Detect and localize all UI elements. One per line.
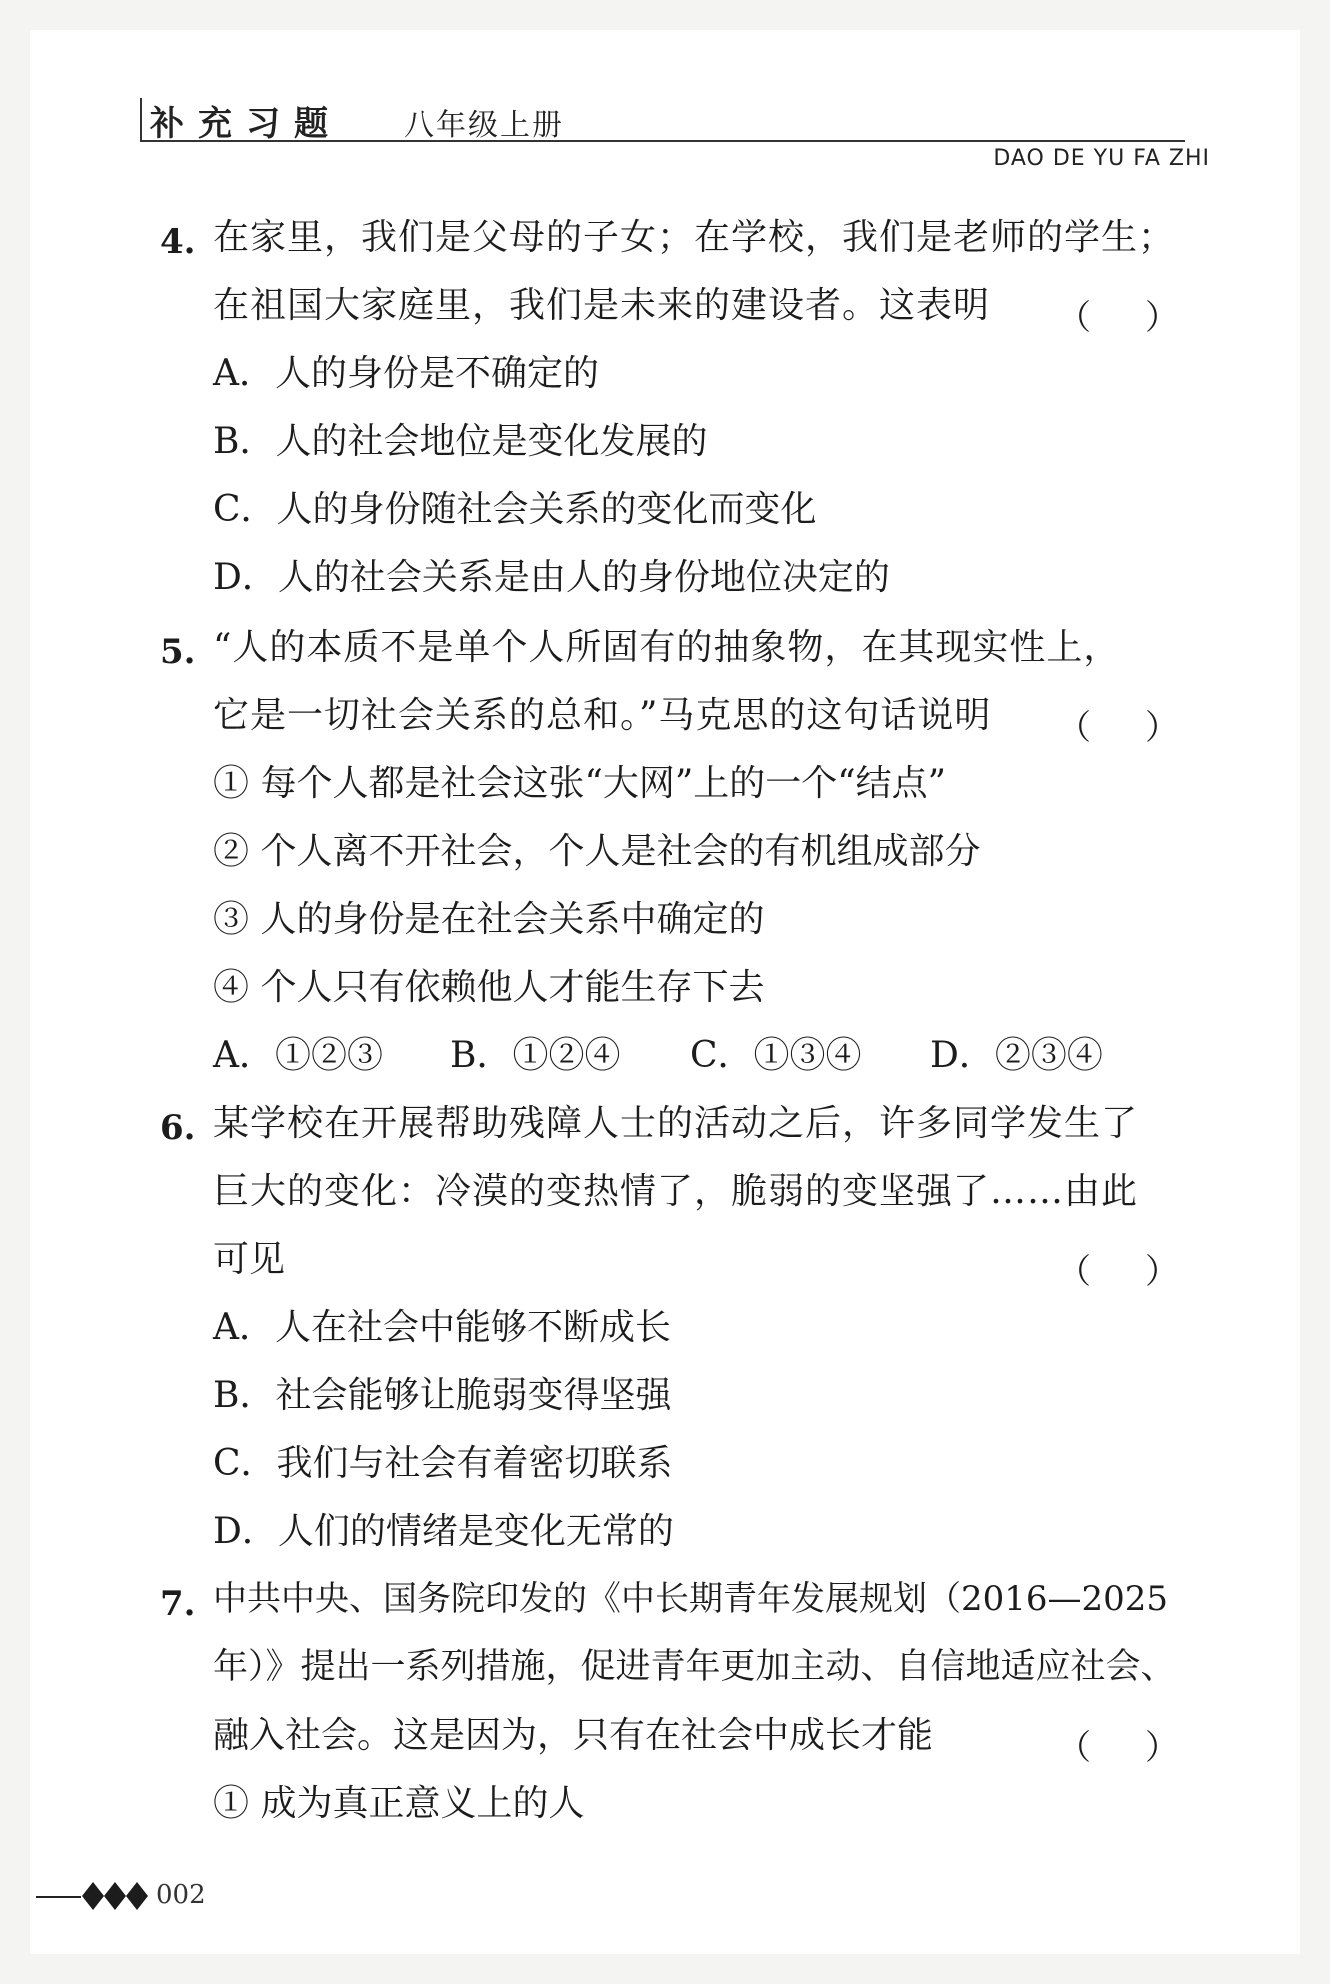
question-4-option-b: B．人的社会地位是变化发展的 [213, 421, 708, 462]
question-6-answer-blank: （ ） [1057, 1252, 1180, 1292]
question-5-statement-2: ② 个人离不开社会，个人是社会的有机组成部分 [213, 831, 981, 872]
question-4-answer-blank: （ ） [1057, 298, 1180, 338]
question-7-line-3: 融入社会。这是因为，只有在社会中成长才能 [213, 1715, 934, 1756]
question-6-number: 6. [160, 1108, 196, 1148]
question-5-answer-blank: （ ） [1057, 708, 1180, 748]
header-title: 补充习题 [150, 104, 342, 144]
question-6-option-b: B．社会能够让脆弱变得坚强 [213, 1375, 672, 1416]
question-5-choice-b: B．①②④ [450, 1035, 621, 1076]
question-4-number: 4. [160, 222, 196, 262]
question-4-line-1: 在家里，我们是父母的子女；在学校，我们是老师的学生； [213, 217, 1176, 258]
question-4-option-d: D．人的社会关系是由人的身份地位决定的 [213, 557, 890, 598]
question-5-statement-1: ① 每个人都是社会这张“大网”上的一个“结点” [213, 763, 947, 804]
header-pinyin: DAO DE YU FA ZHI [993, 146, 1210, 171]
header-grade: 八年级上册 [404, 108, 564, 143]
question-7-line-2: 年）》提出一系列措施，促进青年更加主动、自信地适应社会、 [213, 1647, 1176, 1687]
question-5-statement-3: ③ 人的身份是在社会关系中确定的 [213, 899, 765, 940]
question-6-option-d: D．人们的情绪是变化无常的 [213, 1511, 674, 1552]
question-6-option-c: C．我们与社会有着密切联系 [213, 1443, 673, 1484]
question-5-line-1: “人的本质不是单个人所固有的抽象物，在其现实性上， [213, 627, 1121, 668]
question-5-statement-4: ④ 个人只有依赖他人才能生存下去 [213, 967, 765, 1008]
question-5-line-2: 它是一切社会关系的总和。”马克思的这句话说明 [213, 695, 992, 736]
header-vertical-bar [140, 98, 142, 140]
question-7-number: 7. [160, 1584, 196, 1624]
question-6-line-3: 可见 [213, 1239, 286, 1280]
question-7-answer-blank: （ ） [1057, 1728, 1180, 1768]
question-7-statement-1: ① 成为真正意义上的人 [213, 1783, 585, 1824]
question-6-option-a: A．人在社会中能够不断成长 [213, 1307, 671, 1348]
header-rule [140, 140, 1185, 142]
question-4-option-c: C．人的身份随社会关系的变化而变化 [213, 489, 817, 530]
question-6-line-1: 某学校在开展帮助残障人士的活动之后，许多同学发生了 [213, 1103, 1139, 1144]
question-4-line-2: 在祖国大家庭里，我们是未来的建设者。这表明 [213, 285, 991, 326]
footer-rule [36, 1896, 81, 1898]
question-5-number: 5. [160, 632, 196, 672]
question-5-choice-a: A．①②③ [213, 1035, 383, 1076]
question-4-option-a: A．人的身份是不确定的 [213, 353, 599, 394]
question-5-choice-c: C．①③④ [690, 1035, 862, 1076]
page-number: 002 [156, 1880, 206, 1910]
question-6-line-2: 巨大的变化：冷漠的变热情了，脆弱的变坚强了……由此 [213, 1171, 1139, 1212]
question-7-line-1: 中共中央、国务院印发的《中长期青年发展规划（2016—2025 [213, 1579, 1169, 1619]
footer-diamonds-icon [82, 1882, 148, 1910]
question-5-choice-d: D．②③④ [930, 1035, 1103, 1076]
